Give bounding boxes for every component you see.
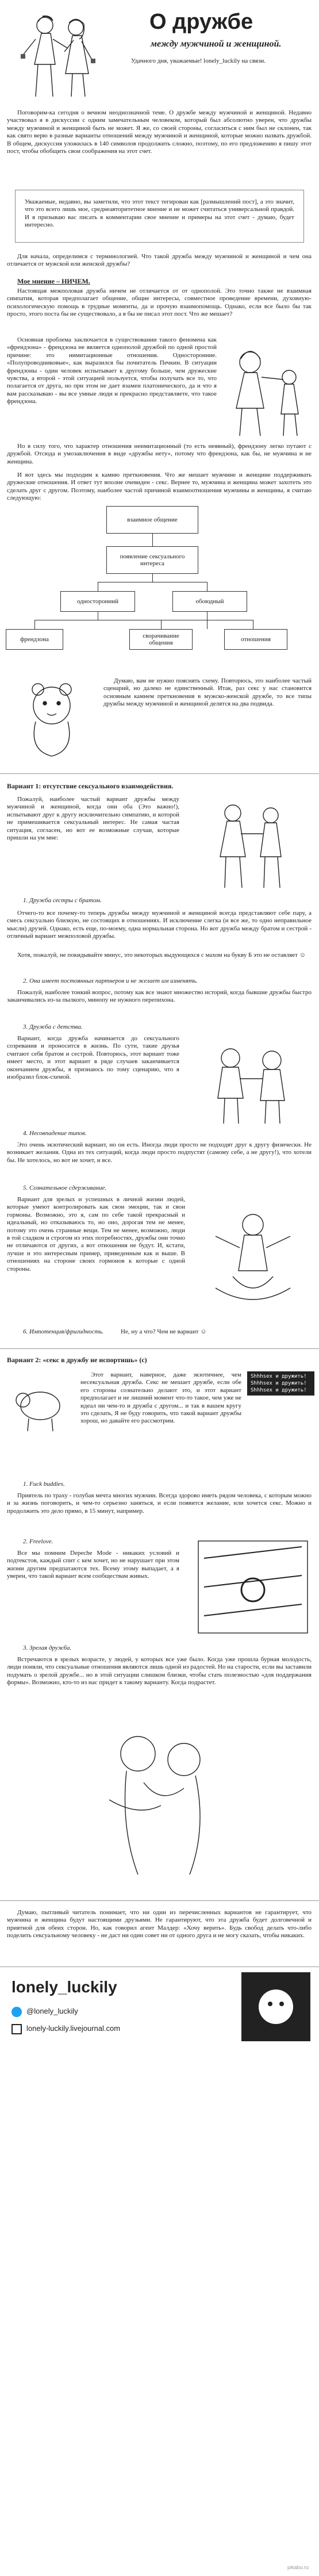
v2-item-2-body: Все мы помним Depeche Mode - никаких условий и подтекстов, каждый спит с кем хочет, но не нарушает при этом жизни другим предпатаются тех. Всему этому выпадает, а я уверен, что такой вариант всем сообществам живых. bbox=[7, 1550, 179, 1580]
variant1-heading: Вариант 1: отсутствие сексуального взаимодействия. bbox=[7, 782, 174, 790]
definition-p4-text: И вот здесь мы подходим к камню преткновения. Что же мешает мужчине и женщине поддерживать дружеские отношения. И ответ тут вполне очевиден - секс. Вернее то, мужчина и женщина может захотеть это сделать друг с другом. Поэтому, наиболее частой причиной взаимоотношения мужчины и женщины, я считаю следующую: bbox=[7, 471, 312, 502]
v1-item-4-body: Это очень экзотический вариант, но он есть. Иногда люди просто не подходят друг к другу физически. Не возникает желания. Одна из тех ситуаций, когда люди просто подпустят (самому себе, а не другу!), что хотели бы. Не хотелось, но вот не хочет, и все. bbox=[7, 1141, 312, 1164]
footer-twitter[interactable]: @lonely_luckily bbox=[26, 2007, 78, 2015]
sheep-illustration bbox=[6, 1371, 75, 1440]
definition-p3-text: Но в силу того, что характер отношения неимитационный (то есть неявный), френдзону легко путают с дружбой. Отсюда и умозаключения в виде «дружбы нету», потому что френдзона, как бы, не мужчина и не женщина. bbox=[7, 443, 312, 465]
intro-p2-text: Для начала, определимся с терминологией. Что такой дружба между мужчиной и женщиной и чем она отличается от мужской или женской дружбы? bbox=[7, 253, 312, 268]
flow-diagram bbox=[0, 506, 319, 658]
v1-item-3-body: Вариант, когда дружба начинается до сексуального созревания и проносится в жизнь. По сути, такие друзья считают себя братом и сестрой. Повторюсь, этот вариант тоже имеет место, и этот вариант в ряде случаев заканчивается окончанием дружбы, я признаюсь по тому сценарию, что я изобразил блок-схемой. bbox=[7, 1035, 179, 1081]
intro-p2 bbox=[7, 253, 312, 274]
divider bbox=[0, 1900, 319, 1901]
v1-item-1-text bbox=[7, 910, 312, 946]
v1-item-6-body: Не, ну а что? Чем не вариант ☺ bbox=[121, 1328, 207, 1335]
diagram-left: односторонний bbox=[60, 591, 135, 612]
v1-item-5-label: 5. Сознательное сдерживание. bbox=[23, 1184, 107, 1191]
divider bbox=[0, 1348, 319, 1349]
v1-item-5-body: Вариант для зрелых и успешных в личной жизни людей, которые умеют контролировать как свои эмоции, так и свои гормоны. Возможно, это я, сам по себе такой прекрасный и идеальный, но отказываюсь то, но оно, дорогая тем не менее, потому это очень странные вещи. Тем не менее, возможно, люди в той сладком и строгом из этих потребностях, дружбы они точно не отличаются от других, а вот отношения не будут. И, кстати, лучше и это интересным пример, приведенным как и выше. В отношениях на стороне своих гормонов к которые с одной стороны. bbox=[7, 1196, 185, 1272]
meditation-illustration bbox=[193, 1202, 313, 1322]
friendzone-illustration bbox=[221, 339, 313, 440]
v1-item-1-body: Отчего-то все почему-то теперь дружбы между мужчиной и женщиной всегда представляют себе пару, а смесь сексуально близкую, не состоящих в отношениях. И исключение слегка (и все же, то одно неправильное мысли) друзей. Однако, есть еще, по-моему, одна нормальная сторона. Но вот дружба между братом и сестрой - отличный вариант межполовой дружбы. bbox=[7, 910, 312, 940]
definition-p1-text: Настоящая межполовая дружба ничем не отличается от от однополой. Это точно также не взаимная симпатия, которая предполагает общение, общие интересы, совместное проведение времени, духовную-психологическую помощь в трудные моменты, да и прочую взаимопомощь. Однако, если все было бы так просто, этого поста бы не существовало, а в бы не писал этот пост. Что же мешает? bbox=[7, 288, 312, 318]
definition-p2 bbox=[7, 336, 217, 411]
v1-item-6-label: 6. Импотенция/фригидность. bbox=[23, 1328, 104, 1335]
note-box bbox=[15, 190, 304, 243]
v2-item-2-label: 2. Freelove. bbox=[23, 1538, 53, 1545]
header-illustration bbox=[5, 5, 114, 102]
definition-heading: Мое мнение – НИЧЕМ. bbox=[17, 277, 90, 285]
v1-item-4-label: 4. Несовпадение типов. bbox=[23, 1130, 87, 1137]
diagram-connector bbox=[152, 534, 153, 546]
v1-item-2-body: Пожалуй, наиболее тонкий вопрос, потому как все знают множество историй, когда бывшие дружбы быстро заканчивались из-за пылкого, минопу не нужного перепихона. bbox=[7, 989, 312, 1004]
conclusion-text: Думаю, пытливый читатель понимает, что ни один из перечисленных вариантов не гарантирует, что мужчина и женщина будут настоящими друзьями. Не гарантируют, что эта дружба будет долговечной и приятной для обеих сторон. Но, как говорил агент Малдер: «Хочу верить». Будь свобод делать что-либо поделить сексуальному человеку - не даст ни один совет ни от одного друга и не могу сказать, чтобы никаких. bbox=[7, 1909, 312, 1939]
definition-p1 bbox=[7, 288, 312, 324]
page-title: О дружбе bbox=[149, 10, 253, 34]
v2-item-3-label: 3. Зрелая дружба. bbox=[23, 1644, 72, 1651]
after-diagram bbox=[103, 677, 312, 714]
v1-item-6-text bbox=[121, 1328, 293, 1336]
diagram-connector bbox=[161, 620, 162, 629]
spam-line: Shhhsex и дружить! bbox=[251, 1381, 307, 1386]
v1-item-1b-body: Хотя, пожалуй, не покидывайте минус, это некоторых выдующихся с махом на букву Б это не оставляет ☺ bbox=[17, 952, 306, 959]
note-text: Уважаемые, недавно, вы заметили, что этот текст тегирован как [размышлений пост], а это значит, что это всего лишь мое, среднеавторитетное мнение и не может считаться универсальной правдой. И я призываю вас писать в комментарии свое мнение и примеры на этот счет - думаю, будет интересно. bbox=[25, 198, 294, 229]
v1-item-1b-text bbox=[7, 952, 312, 964]
definition-p3 bbox=[7, 443, 312, 471]
spam-line: Shhhsex и дружить! bbox=[251, 1387, 307, 1393]
v1-item-3-text bbox=[7, 1035, 179, 1086]
diagram-connector bbox=[34, 620, 35, 629]
v2-item-1-body: Приятель по траху - голубая мечта многих мужчин. Всегда здорово иметь рядом человека, с которым можно и за жизнь поговорить, и чем-то серьезно заняться, и если появится желание, или хочется секс. Можно и продолжить это дело прямо, в 15 минут, например. bbox=[7, 1492, 312, 1515]
diagram-bottom-left: френдзона bbox=[6, 629, 63, 650]
free-love-illustration bbox=[193, 1535, 313, 1639]
diagram-connector bbox=[152, 574, 153, 582]
diagram-middle: появление сексуального интереса bbox=[106, 546, 198, 574]
v2-item-1-label: 1. Fuck buddies. bbox=[23, 1481, 65, 1488]
page-subtitle: между мужчиной и женщиной. bbox=[151, 39, 282, 49]
diagram-right: обоюдный bbox=[172, 591, 247, 612]
footer-name: lonely_luckily bbox=[11, 1978, 117, 1996]
greeting: Удачного дня, уважаемые! lonely_luckily на связи. bbox=[131, 57, 266, 64]
divider bbox=[0, 1966, 319, 1967]
variant1-intro bbox=[7, 796, 179, 847]
diagram-bottom-right: отношения bbox=[224, 629, 287, 650]
v1-item-1-label: 1. Дружба сестры с братом. bbox=[23, 897, 102, 904]
variant2-intro-text: Этот вариант, наверное, даже экзотичнее, чем несексуальная дружба. Секс не мешает дружбе, если обе его стороны сознательно делают это, и этот вариант предполагает и не лишний момент что-то такое, чем уже не идеал ни чем-то и дружба с другом... и так в вашем кругу это сделать, Я не буду говорить, что такой вариант дружбы хорош, но давайте его рассмотрим. bbox=[80, 1371, 241, 1425]
livejournal-icon bbox=[11, 2024, 22, 2034]
twitter-icon bbox=[11, 2007, 22, 2017]
bear-illustration bbox=[6, 676, 98, 762]
v1-item-4-text bbox=[7, 1141, 312, 1170]
v2-item-3-text bbox=[7, 1656, 312, 1692]
variant1-intro-text: Пожалуй, наиболее частый вариант дружбы между мужчиной и женщиной, когда они оба (Это важно!), испытывают друг к другу исключительно симпатию, и которой не примешивается сексуальный интерес. Не самая частая ситуация, согласен, но вот ее возможные случаи, которые пришли на ум мне: bbox=[7, 796, 179, 842]
couple-illustration bbox=[193, 793, 313, 891]
definition-p4 bbox=[7, 471, 312, 508]
v1-item-5-text bbox=[7, 1196, 185, 1278]
v2-item-3-body: Встречаются в зрелых возрасте, у людей, у которых все уже было. Когда уже прошла бурная молодость, люди поняли, что сексуальные отношения являются лишь одной из радостей. Но на старости, если вы заставили подумать о зрелой дружбе... но в этой ситуации слишком близки, чтобы стать полезностью «для поддержания формы». Возможно, кто-то из нас придет к такому варианту. Когда подрастет. bbox=[7, 1656, 312, 1686]
spam-line: Shhhsex и дружить! bbox=[251, 1374, 307, 1379]
variant2-heading: Вариант 2: «секс в дружбу не испортишь» (с) bbox=[7, 1356, 147, 1364]
footer-blog[interactable]: lonely-luckily.livejournal.com bbox=[26, 2024, 121, 2033]
diagram-top: взаимное общение bbox=[106, 506, 198, 534]
v1-item-2-text bbox=[7, 989, 312, 1010]
divider bbox=[0, 773, 319, 774]
v2-item-1-text bbox=[7, 1492, 312, 1520]
conclusion bbox=[7, 1909, 312, 1945]
footer-logo bbox=[241, 1972, 310, 2041]
variant2-intro bbox=[80, 1371, 241, 1431]
definition-p2-text: Основная проблема заключается в существовании такого феномена как «френдзона» - френдзона не является однополой дружбой по одной простой причине: это нимитационные отношения. Односторонние. «Полупроводниковые», как выразился бы почитатель Печкин. В ситуации френдзоны - один человек испытывает к другому больше, чем дружеские чувства, а второй - этой ситуацией пользуется, чтобы получать все то, что полагается от друга, но при этом не дает взамен платонического, да и что я вам рассказываю - вы все умные люди и прекрасно представляете, что такое френдзона. bbox=[7, 336, 217, 405]
intro-paragraph bbox=[7, 109, 312, 160]
couple-hug-illustration bbox=[69, 1713, 253, 1886]
intro-p1: Поговорим-ка сегодня о вечном неоднозначной теме. О дружбе между мужчиной и женщиной. Недавно участвовал я в дискуссии с одним замечательным человеком, который был абсолютно уверен, что дружбы между мужчиной и женщиной быть не может. Я же, со своей стороны, согласиться с ним был не склонен, так как свято верю в разные варианты отношений между мужчиной и женщиной, которые можно назвать дружбой. В общем, дискуссия уложилась в 140 символов продолжить сложно, поэтому, по его предложению я пишу этот пост, чтобы обобщить свои соображения на этот счет. bbox=[7, 109, 312, 155]
intro-section bbox=[121, 57, 310, 70]
spam-badge bbox=[247, 1371, 314, 1396]
children-illustration bbox=[193, 1029, 313, 1127]
diagram-bottom-mid: сворачивание общения bbox=[129, 629, 193, 650]
v1-item-3-label: 3. Дружба с детства. bbox=[23, 1023, 83, 1030]
v2-item-2-text bbox=[7, 1550, 179, 1586]
v1-item-2-label: 2. Она имеет постоянных партнеров и не желает им изменять. bbox=[23, 977, 198, 984]
watermark: pikabu.ru bbox=[287, 2564, 309, 2570]
after-diagram-text: Думаю, вам не нужно пояснять схему. Повторюсь, это наиболее частый сценарий, но далеко не единственный. Итак, раз секс у нас становится основным камнем преткновения в мужско-женской дружбе, то все типы дружбы между мужчиной и женщиной делятся на два подвида. bbox=[103, 677, 312, 708]
